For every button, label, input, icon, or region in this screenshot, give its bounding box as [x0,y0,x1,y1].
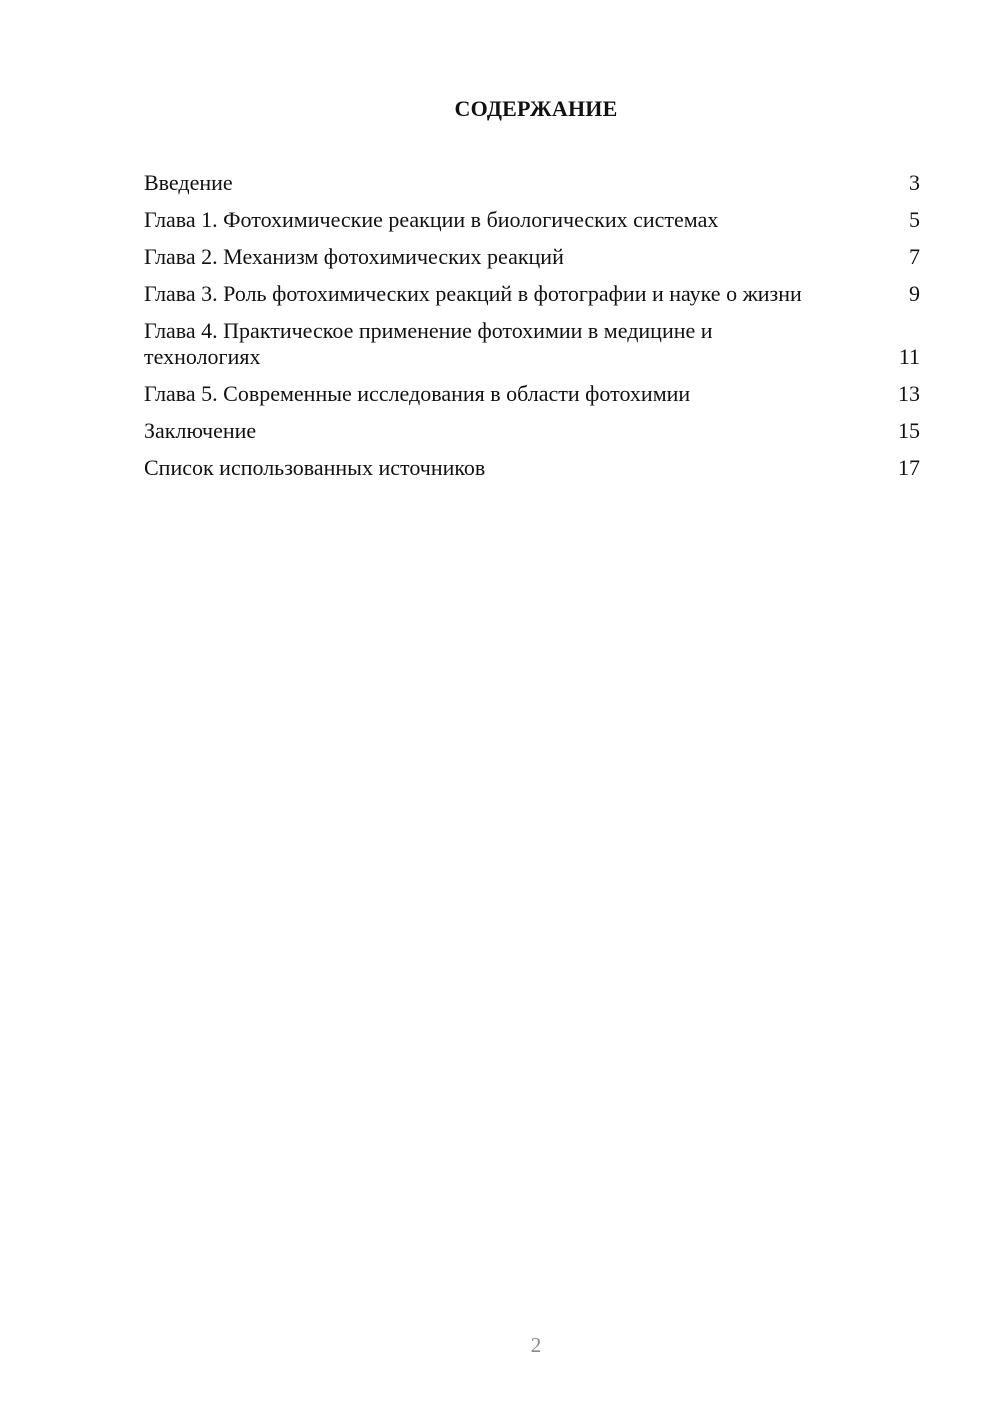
table-of-contents [144,170,920,492]
toc-entry-text: Глава 4. Практическое применение фотохимии в медицине и технологиях [144,318,713,369]
toc-entry-introduction [144,170,920,196]
toc-entry-chapter-3 [144,281,920,307]
toc-entry-page: 11 [898,344,920,369]
toc-entry-text: Глава 2. Механизм фотохимических реакций [144,244,564,269]
toc-title: СОДЕРЖАНИЕ [454,96,618,121]
toc-entry-chapter-5 [144,381,920,407]
toc-entry-text: Глава 3. Роль фотохимических реакций в фотографии и науке о жизни [144,281,802,306]
toc-entry-page: 13 [898,381,920,406]
page-number: 2 [530,1333,542,1357]
toc-entry-references [144,455,920,481]
toc-entry-chapter-4 [144,318,920,370]
toc-entry-page: 17 [898,455,920,480]
toc-entry-page: 5 [909,207,920,232]
toc-entry-text: Заключение [144,418,257,443]
toc-entry-page: 7 [909,244,920,269]
toc-entry-chapter-2 [144,244,920,270]
toc-entry-text: Глава 5. Современные исследования в области фотохимии [144,381,691,406]
toc-entry-page: 9 [909,281,920,306]
toc-entry-text: Глава 1. Фотохимические реакции в биологических системах [144,207,719,232]
toc-entry-page: 3 [909,170,920,195]
toc-entry-text: Список использованных источников [144,455,486,480]
toc-entry-chapter-1 [144,207,920,233]
toc-entry-conclusion [144,418,920,444]
toc-entry-page: 15 [898,418,920,443]
toc-entry-text: Введение [144,170,233,195]
